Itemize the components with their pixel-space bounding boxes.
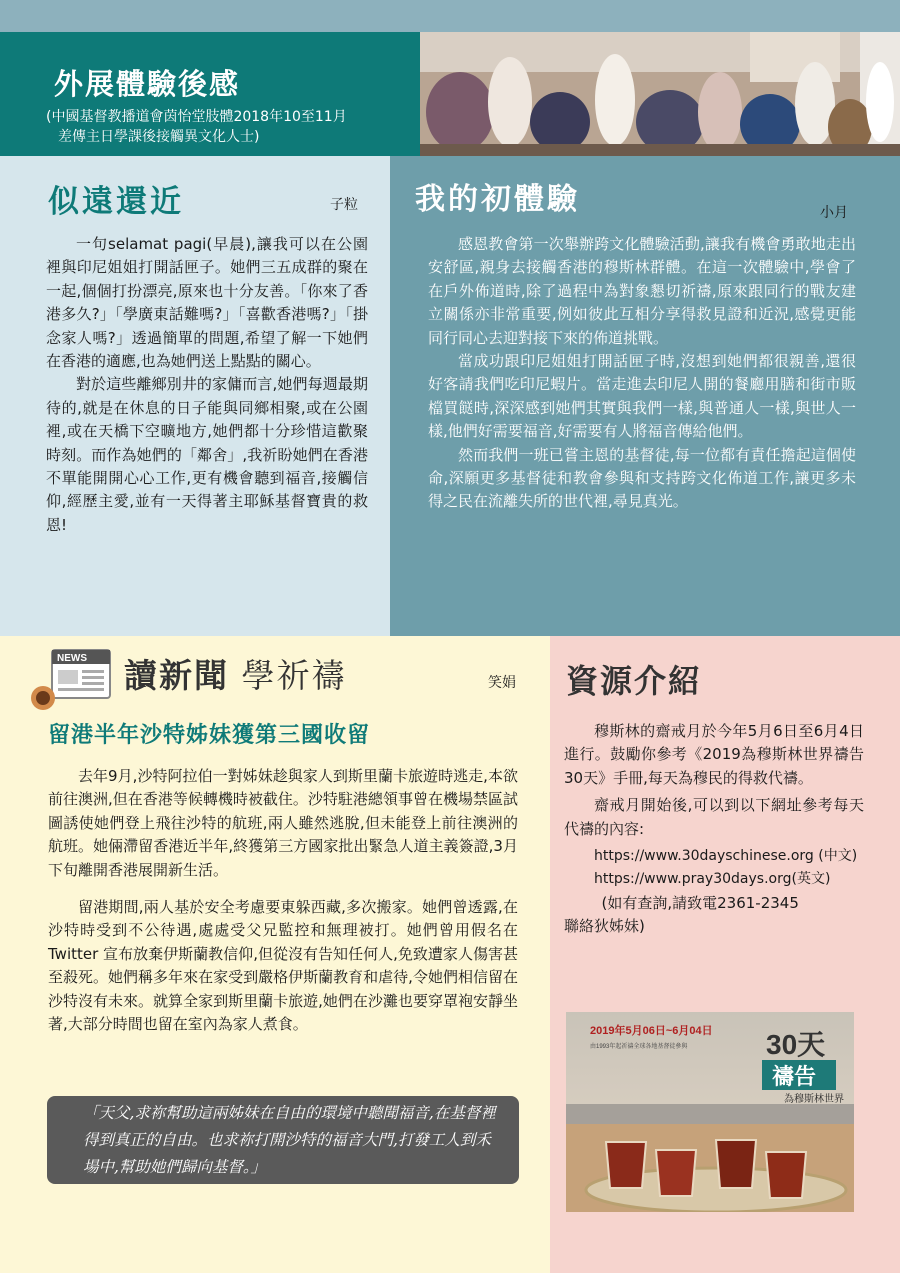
resources-link-english[interactable]: https://www.pray30days.org(英文) <box>594 871 831 888</box>
subtitle-line-2: 差傳主日學課後接觸異文化人士) <box>58 129 260 145</box>
booklet-date: 2019年5月06日~6月04日 <box>590 1025 713 1037</box>
news-title-bold: 讀新聞 <box>124 656 229 695</box>
top-strip <box>0 0 900 32</box>
news-section-title <box>124 650 347 697</box>
article-2-paragraph: 感恩教會第一次舉辦跨文化體驗活動,讓我有機會勇敢地走出安舒區,親身去接觸香港的穆斯林群體。在這一次體驗中,學會了在戶外佈道時,除了過程中為對象懇切祈禱,原來跟同行的戰友建立關係亦非常重要,例如彼此互相分享得救見證和近況,感覺更能同行同心去迎對接下來的佈道挑戰。 <box>428 235 856 347</box>
header-photo <box>420 32 900 156</box>
news-body <box>48 765 518 1036</box>
page-header <box>0 32 420 156</box>
article-2-paragraph: 然而我們一班已嘗主恩的基督徒,每一位都有責任擔起這個使命,深願更多基督徒和教會參與和支持跨文化佈道工作,讓更多未得之民在流離失所的世代裡,尋見真光。 <box>428 445 856 511</box>
resources-body <box>564 720 864 939</box>
subtitle-line-1: (中國基督教播道會茵怡堂肢體2018年10至11月 <box>46 109 347 125</box>
resources-link-chinese[interactable]: https://www.30dayschinese.org (中文) <box>594 848 858 865</box>
resources-paragraph-1: 穆斯林的齋戒月於今年5月6日至6月4日進行。鼓勵你參考《2019為穆斯林世界禱告30天》手冊,每天為穆民的得救代禱。 <box>564 722 864 787</box>
news-paragraph: 留港期間,兩人基於安全考慮要東躲西藏,多次搬家。她們曾透露,在沙特時受到不公待遇,處處受父兄監控和無理被打。她們曾用假名在Twitter 宣布放棄伊斯蘭教信仰,但從沒有告知任何人,免致遭家人傷害甚至殺死。她們稱多年來在家受到嚴格伊斯蘭教育和虐待,令她們相信留在沙特沒有未來。就算全家到斯里蘭卡旅遊,她們在沙灘也要穿罩袍安靜坐著,大部分時間也留在室內為家人煮食。 <box>48 898 518 1034</box>
article-2-paragraph: 當成功跟印尼姐姐打開話匣子時,沒想到她們都很親善,還很好客請我們吃印尼蝦片。當走進去印尼人開的餐廳用膳和街市販檔買餸時,深深感到她們其實與我們一樣,與普通人一樣,與世人一樣,他們好需要福音,好需要有人將福音傳給他們。 <box>428 352 856 441</box>
news-headline: 留港半年沙特姊妹獲第三國收留 <box>48 723 371 748</box>
booklet-title-top: 30天 <box>766 1029 826 1060</box>
article-1-paragraph: 一句selamat pagi(早晨),讓我可以在公園裡與印尼姐姐打開話匣子。她們三五成群的聚在一起,個個打扮漂亮,原來也十分友善。「你來了香港多久?」「學廣東話難嗎?」「喜歡香港嗎?」「掛念家人嗎?」透過簡單的問題,希望了解一下她們在香港的適應,也為她們送上點點的關心。 <box>46 235 368 371</box>
page-subtitle <box>46 107 420 147</box>
booklet-title-bottom: 為穆斯林世界 <box>784 1094 844 1105</box>
booklet-subtitle: 由1993年起祈禱全球各地基督徒參與 <box>590 1044 688 1050</box>
article-2-body <box>428 233 856 514</box>
article-2-title: 我的初體驗 <box>415 182 580 217</box>
news-title-light: 學祈禱 <box>241 656 347 695</box>
resources-contact-1: (如有查詢,請致電2361-2345 <box>601 893 799 912</box>
article-1-paragraph: 對於這些離鄉別井的家傭而言,她們每週最期待的,就是在休息的日子能與同鄉相聚,或在公園裡,或在天橋下空曠地方,她們都十分珍惜這歡聚時刻。而作為她們的「鄰舍」,我祈盼她們在香港不單能開開心心工作,更有機會聽到福音,接觸信仰,經歷主愛,並有一天得著主耶穌基督寶貴的救恩! <box>46 375 368 534</box>
resources-title: 資源介紹 <box>566 662 703 700</box>
article-1-body <box>46 233 368 537</box>
resources-contact-2: 聯絡狄姊妹) <box>564 917 645 936</box>
article-1-author: 子粒 <box>330 197 358 213</box>
resources-paragraph-2: 齋戒月開始後,可以到以下網址參考每天代禱的內容: <box>564 796 864 838</box>
news-paragraph: 去年9月,沙特阿拉伯一對姊妹趁與家人到斯里蘭卡旅遊時逃走,本欲前往澳洲,但在香港等候轉機時被截住。沙特駐港總領事曾在機場禁區試圖誘使她們登上飛往沙特的航班,兩人雖然逃脫,但未能登上前往澳洲的航班。她倆滯留香港近半年,終獲第三方國家批出緊急人道主義簽證,3月下旬離開香港展開新生活。 <box>48 767 518 879</box>
news-author: 笑娟 <box>488 675 516 691</box>
newspaper-icon <box>30 648 114 712</box>
newspaper-icon-label: NEWS <box>57 653 87 664</box>
page-title: 外展體驗後感 <box>54 67 241 101</box>
article-1-title: 似遠還近 <box>48 184 184 220</box>
booklet-title-mid: 禱告 <box>772 1064 817 1089</box>
prayer-booklet-cover <box>566 1012 854 1212</box>
prayer-box: 「天父,求祢幫助這兩姊妹在自由的環境中聽聞福音,在基督裡得到真正的自由。也求祢打開沙特的福音大門,打發工人到禾場中,幫助她們歸向基督。」 <box>47 1096 519 1184</box>
article-2-author: 小月 <box>820 205 848 221</box>
